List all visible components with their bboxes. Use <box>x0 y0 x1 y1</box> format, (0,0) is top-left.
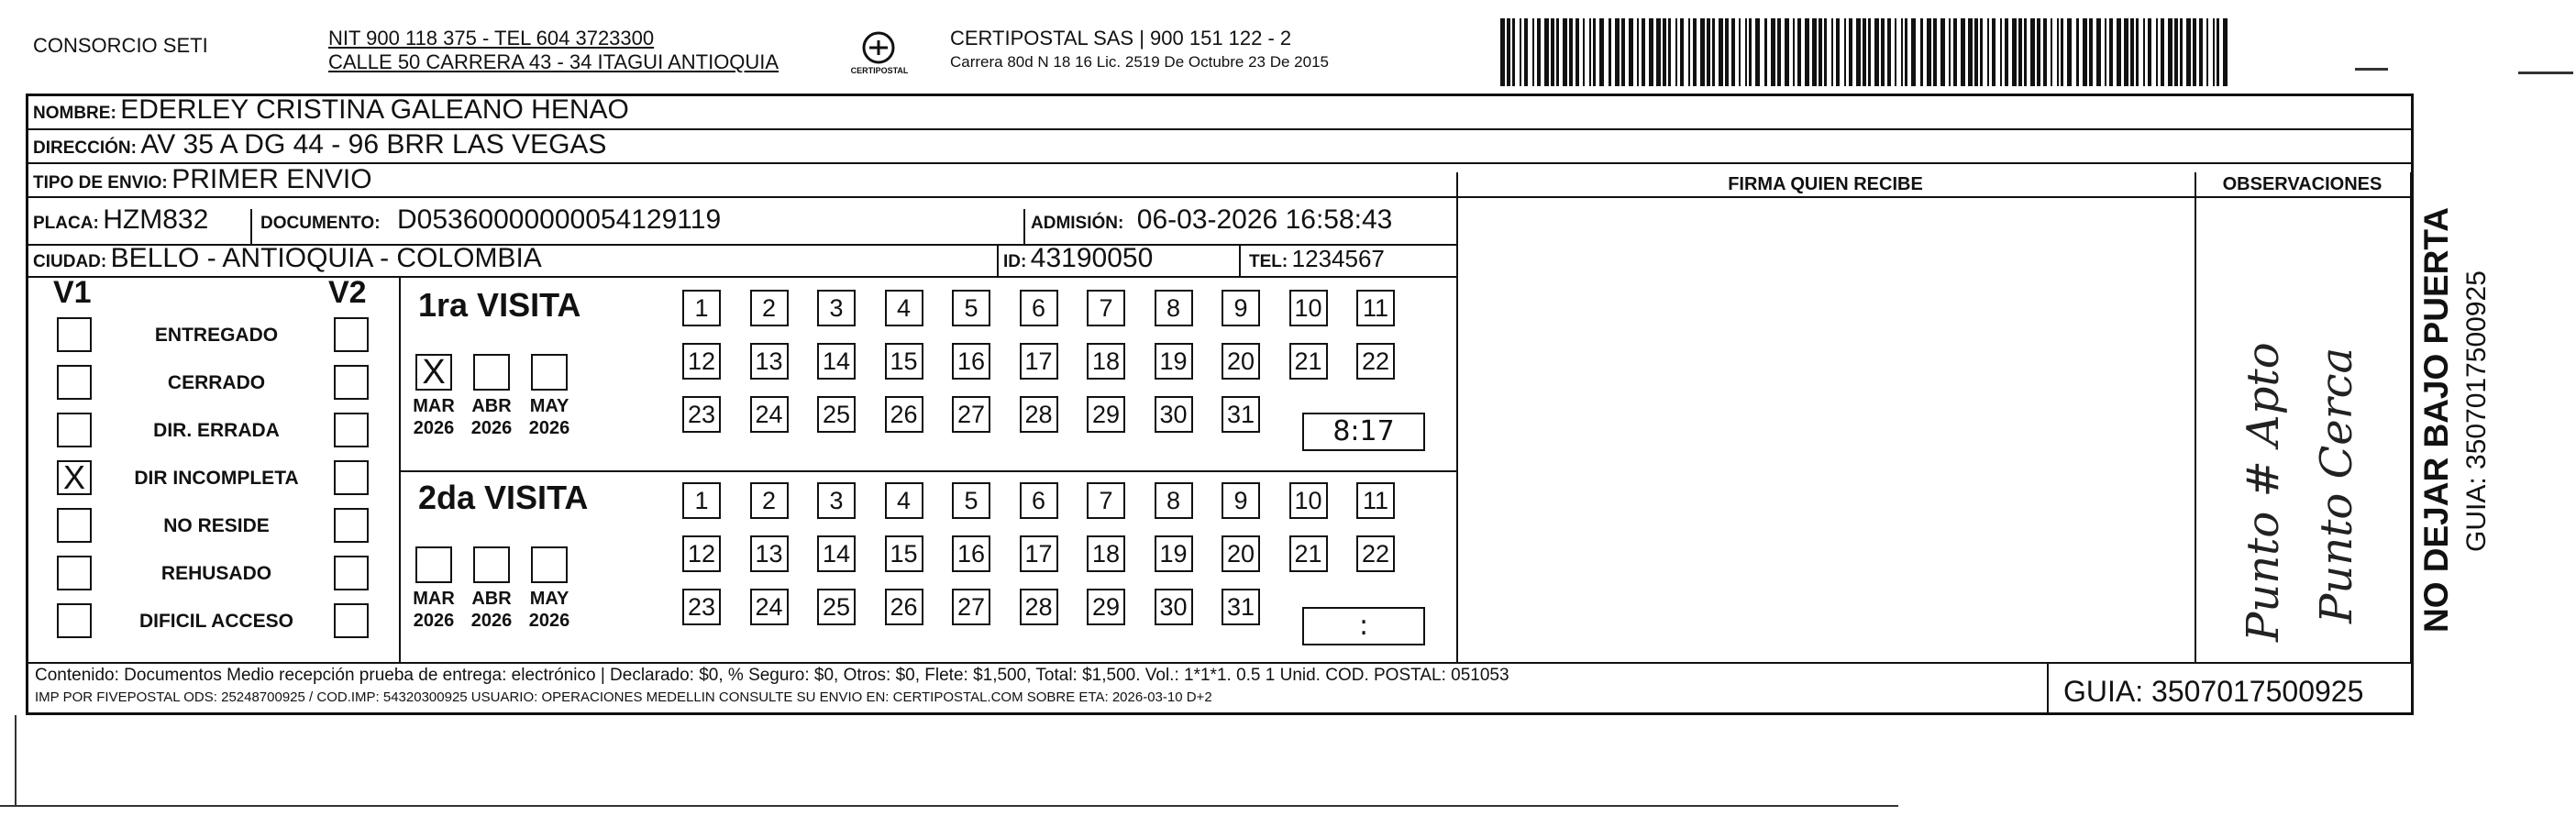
status-label: DIFICIL ACCESO <box>138 611 293 632</box>
type-field <box>33 165 372 199</box>
barcode-bar <box>1987 18 1989 86</box>
day-box[interactable]: 9 <box>1222 482 1260 519</box>
city-label: CIUDAD: <box>33 252 107 271</box>
barcode-bar <box>2168 18 2172 86</box>
month-checkbox[interactable]: X <box>415 354 452 391</box>
barcode-bar <box>2105 18 2106 86</box>
barcode-bar <box>1856 18 1861 86</box>
barcode-bar <box>2067 18 2072 86</box>
day-box[interactable]: 15 <box>885 343 923 380</box>
day-box[interactable]: 23 <box>682 396 721 433</box>
barcode-bar <box>1507 18 1510 86</box>
barcode-bar <box>2206 18 2208 86</box>
barcode-bar <box>1583 18 1585 86</box>
barcode-bar <box>1974 18 1978 86</box>
v1-checkbox[interactable] <box>57 556 92 590</box>
barcode-bar <box>1649 18 1653 86</box>
barcode-bar <box>1500 18 1505 86</box>
barcode-bar <box>2109 18 2113 86</box>
barcode-bar <box>1755 18 1760 86</box>
id-field <box>1003 244 1153 278</box>
year-label: 2026 <box>413 418 455 438</box>
barcode-bar <box>2037 18 2040 86</box>
day-box[interactable]: 2 <box>750 290 789 326</box>
v2-label: V2 <box>328 275 367 310</box>
barcode-bar <box>2217 18 2219 86</box>
signature-header: FIRMA QUIEN RECIBE <box>1728 174 1923 194</box>
day-box[interactable]: 6 <box>1020 482 1058 519</box>
day-box[interactable]: 15 <box>885 535 923 572</box>
day-box[interactable]: 16 <box>952 343 990 380</box>
shipment-type: PRIMER ENVIO <box>171 164 372 194</box>
barcode <box>1500 18 2234 86</box>
day-box[interactable]: 1 <box>682 482 721 519</box>
v2-checkbox[interactable] <box>334 460 369 495</box>
barcode-bar <box>2156 18 2158 86</box>
day-box[interactable]: 4 <box>885 290 923 326</box>
day-box[interactable]: 10 <box>1289 482 1328 519</box>
day-box[interactable]: 30 <box>1155 589 1193 625</box>
barcode-bar <box>1895 18 1896 86</box>
barcode-bar <box>2005 18 2008 86</box>
barcode-bar <box>1569 18 1573 86</box>
barcode-bar <box>1668 18 1671 86</box>
phone-field <box>1249 244 1385 278</box>
month-checkbox[interactable] <box>415 546 452 583</box>
barcode-bar <box>1680 18 1684 86</box>
barcode-bar <box>2024 18 2027 86</box>
v1-checkbox[interactable] <box>57 508 92 543</box>
name-label: NOMBRE: <box>33 104 116 123</box>
v2-checkbox[interactable] <box>334 508 369 543</box>
barcode-bar <box>1719 18 1723 86</box>
side-guide-number: GUIA: 3507017500925 <box>2461 270 2492 552</box>
v1-checkbox[interactable] <box>57 603 92 638</box>
day-box[interactable]: 17 <box>1020 343 1058 380</box>
v1-checkbox[interactable]: X <box>57 460 92 495</box>
carrier-name: CERTIPOSTAL SAS | 900 151 122 - 2 <box>950 27 1292 50</box>
barcode-bar <box>2012 18 2017 86</box>
v2-checkbox[interactable] <box>334 603 369 638</box>
barcode-bar <box>1599 18 1604 86</box>
barcode-bar <box>1901 18 1903 86</box>
barcode-bar <box>1593 18 1596 86</box>
id-label: ID: <box>1003 252 1027 271</box>
observations-header: OBSERVACIONES <box>2222 174 2383 194</box>
plate-field <box>33 205 208 239</box>
barcode-bar <box>1819 18 1822 86</box>
barcode-bar <box>2124 18 2128 86</box>
day-box[interactable]: 25 <box>817 589 856 625</box>
v1-checkbox[interactable] <box>57 365 92 400</box>
day-box[interactable]: 27 <box>952 589 990 625</box>
day-box[interactable]: 8 <box>1155 482 1193 519</box>
barcode-bar <box>1551 18 1554 86</box>
v2-checkbox[interactable] <box>334 365 369 400</box>
visit2-time[interactable]: : <box>1302 607 1425 645</box>
barcode-bar <box>1712 18 1715 86</box>
barcode-bar <box>1980 18 1983 86</box>
barcode-bar <box>1887 18 1891 86</box>
barcode-bar <box>2089 18 2093 86</box>
year-label: 2026 <box>470 418 513 438</box>
barcode-bar <box>1793 18 1795 86</box>
barcode-bar <box>2051 18 2052 86</box>
day-box[interactable]: 27 <box>952 396 990 433</box>
barcode-bar <box>1905 18 1907 86</box>
barcode-bar <box>2030 18 2035 86</box>
day-box[interactable]: 31 <box>1222 396 1260 433</box>
barcode-bar <box>2223 18 2228 86</box>
barcode-bar <box>1933 18 1937 86</box>
print-info: IMP POR FIVEPOSTAL ODS: 25248700925 / COD.IMP: 54320300925 USUARIO: OPERACIONES MEDELLIN CONSULTE SU ENVIO EN: CERTIPOSTAL.COM SOBRE ETA: 2026-03-10 D+2 <box>35 689 1212 705</box>
barcode-bar <box>1739 18 1741 86</box>
barcode-bar <box>1831 18 1833 86</box>
barcode-bar <box>1707 18 1710 86</box>
barcode-bar <box>2143 18 2145 86</box>
barcode-bar <box>1537 18 1541 86</box>
recipient-name: EDERLEY CRISTINA GALEANO HENAO <box>120 94 629 125</box>
type-label: TIPO DE ENVIO: <box>33 173 168 193</box>
day-box[interactable]: 11 <box>1356 290 1395 326</box>
barcode-bar <box>1911 18 1916 86</box>
barcode-bar <box>2186 18 2191 86</box>
handwritten-note-2: Punto Cerca <box>2311 347 2362 623</box>
plate-label: PLACA: <box>33 214 99 233</box>
barcode-bar <box>1524 18 1528 86</box>
day-box[interactable]: 26 <box>885 396 923 433</box>
barcode-bar <box>1824 18 1827 86</box>
day-box[interactable]: 18 <box>1087 343 1125 380</box>
admission-value: 06-03-2026 16:58:43 <box>1136 204 1393 235</box>
day-box[interactable]: 10 <box>1289 290 1328 326</box>
barcode-bar <box>1961 18 1965 86</box>
month-checkbox[interactable] <box>473 354 510 391</box>
barcode-bar <box>1749 18 1752 86</box>
barcode-bar <box>1797 18 1801 86</box>
status-label: DIR. ERRADA <box>153 420 280 441</box>
day-box[interactable]: 7 <box>1087 482 1125 519</box>
barcode-bar <box>1656 18 1661 86</box>
v1-label: V1 <box>53 275 92 310</box>
phone-value: 1234567 <box>1291 245 1385 272</box>
barcode-bar <box>1693 18 1697 86</box>
barcode-bar <box>1544 18 1549 86</box>
day-box[interactable]: 19 <box>1155 343 1193 380</box>
barcode-bar <box>1532 18 1534 86</box>
year-label: 2026 <box>470 611 513 631</box>
month-label: MAR <box>413 589 455 609</box>
content-info: Contenido: Documentos Medio recepción prueba de entrega: electrónico | Declarado: $0, % Seguro: $0, Otros: $0, Flete: $1,500, Total: $1,500. Vol.: 1*1*1. 0.5 1 Unid. COD. POSTAL: 051053 <box>35 666 1509 685</box>
day-box[interactable]: 28 <box>1020 396 1058 433</box>
month-label: MAY <box>529 396 569 416</box>
day-box[interactable]: 18 <box>1087 535 1125 572</box>
day-box[interactable]: 28 <box>1020 589 1058 625</box>
barcode-bar <box>1589 18 1591 86</box>
recipient-address: AV 35 A DG 44 - 96 BRR LAS VEGAS <box>140 129 607 160</box>
barcode-bar <box>1874 18 1879 86</box>
month-label: ABR <box>471 589 512 609</box>
barcode-bar <box>1868 18 1871 86</box>
barcode-bar <box>1675 18 1677 86</box>
city-value: BELLO - ANTIOQUIA - COLOMBIA <box>110 243 542 273</box>
barcode-bar <box>1849 18 1852 86</box>
barcode-bar <box>1642 18 1645 86</box>
barcode-bar <box>1968 18 1973 86</box>
admission-field <box>1031 205 1392 239</box>
barcode-bar <box>1556 18 1559 86</box>
barcode-bar <box>2000 18 2002 86</box>
day-box[interactable]: 11 <box>1356 482 1395 519</box>
barcode-bar <box>2096 18 2101 86</box>
day-box[interactable]: 3 <box>817 482 856 519</box>
barcode-bar <box>2043 18 2047 86</box>
year-label: 2026 <box>413 611 455 631</box>
day-box[interactable]: 3 <box>817 290 856 326</box>
logo-text: CERTIPOSTAL <box>850 66 909 75</box>
day-box[interactable]: 21 <box>1289 535 1328 572</box>
barcode-bar <box>1812 18 1817 86</box>
name-field <box>33 95 629 129</box>
barcode-bar <box>1836 18 1840 86</box>
barcode-bar <box>2161 18 2164 86</box>
visit1-title: 1ra VISITA <box>418 286 581 324</box>
v2-checkbox[interactable] <box>334 413 369 447</box>
barcode-bar <box>1777 18 1781 86</box>
day-box[interactable]: 7 <box>1087 290 1125 326</box>
barcode-bar <box>1920 18 1923 86</box>
day-box[interactable]: 16 <box>952 535 990 572</box>
month-checkbox[interactable] <box>473 546 510 583</box>
barcode-bar <box>1637 18 1639 86</box>
address-field <box>33 130 606 164</box>
day-box[interactable]: 24 <box>750 589 789 625</box>
day-box[interactable]: 6 <box>1020 290 1058 326</box>
barcode-bar <box>1805 18 1809 86</box>
barcode-bar <box>1881 18 1885 86</box>
handwritten-note-1: Punto # Apto <box>2238 342 2289 642</box>
document-label: DOCUMENTO: <box>260 214 381 233</box>
v2-checkbox[interactable] <box>334 556 369 590</box>
barcode-bar <box>1615 18 1620 86</box>
day-box[interactable]: 13 <box>750 343 789 380</box>
barcode-bar <box>1764 18 1767 86</box>
company-address: CALLE 50 CARRERA 43 - 34 ITAGUI ANTIOQUIA <box>328 50 779 73</box>
barcode-bar <box>1700 18 1705 86</box>
status-label: REHUSADO <box>160 563 272 584</box>
document-value: D05360000000054129119 <box>397 204 722 235</box>
barcode-bar <box>1563 18 1567 86</box>
document-field <box>260 205 721 239</box>
day-box[interactable]: 2 <box>750 482 789 519</box>
year-label: 2026 <box>528 611 570 631</box>
barcode-bar <box>2018 18 2022 86</box>
day-box[interactable]: 8 <box>1155 290 1193 326</box>
barcode-bar <box>2061 18 2063 86</box>
carrier-address: Carrera 80d N 18 16 Lic. 2519 De Octubre 23 De 2015 <box>950 53 1329 71</box>
day-box[interactable]: 30 <box>1155 396 1193 433</box>
day-box[interactable]: 26 <box>885 589 923 625</box>
month-label: MAR <box>413 396 455 416</box>
barcode-bar <box>1629 18 1633 86</box>
id-value: 43190050 <box>1030 243 1154 273</box>
barcode-bar <box>1725 18 1729 86</box>
v2-checkbox[interactable] <box>334 317 369 352</box>
status-label: NO RESIDE <box>163 515 270 536</box>
day-box[interactable]: 1 <box>682 290 721 326</box>
day-box[interactable]: 19 <box>1155 535 1193 572</box>
barcode-bar <box>2057 18 2059 86</box>
barcode-bar <box>2136 18 2139 86</box>
month-checkbox[interactable] <box>531 354 568 391</box>
day-box[interactable]: 23 <box>682 589 721 625</box>
barcode-bar <box>2076 18 2079 86</box>
day-box[interactable]: 17 <box>1020 535 1058 572</box>
barcode-bar <box>1953 18 1957 86</box>
city-field <box>33 244 542 278</box>
visit1-time[interactable]: 8:17 <box>1302 413 1425 451</box>
barcode-bar <box>1663 18 1666 86</box>
barcode-bar <box>1927 18 1931 86</box>
month-label: MAY <box>529 589 569 609</box>
status-label: ENTREGADO <box>154 325 279 346</box>
visit2-title: 2da VISITA <box>418 479 589 516</box>
barcode-bar <box>1745 18 1747 86</box>
year-label: 2026 <box>528 418 570 438</box>
barcode-bar <box>1863 18 1866 86</box>
day-box[interactable]: 22 <box>1356 535 1395 572</box>
day-box[interactable]: 21 <box>1289 343 1328 380</box>
day-box[interactable]: 13 <box>750 535 789 572</box>
day-box[interactable]: 12 <box>682 343 721 380</box>
barcode-bar <box>1520 18 1521 86</box>
barcode-bar <box>1844 18 1846 86</box>
status-label: CERRADO <box>167 372 266 393</box>
address-label: DIRECCIÓN: <box>33 138 137 158</box>
barcode-bar <box>1771 18 1775 86</box>
barcode-bar <box>1785 18 1789 86</box>
plate-value: HZM832 <box>103 204 209 235</box>
phone-label: TEL: <box>1249 252 1288 271</box>
barcode-bar <box>1609 18 1611 86</box>
day-box[interactable]: 24 <box>750 396 789 433</box>
certipostal-logo <box>850 28 909 88</box>
day-box[interactable]: 29 <box>1087 396 1125 433</box>
day-box[interactable]: 9 <box>1222 290 1260 326</box>
day-box[interactable]: 31 <box>1222 589 1260 625</box>
barcode-bar <box>1688 18 1690 86</box>
day-box[interactable]: 29 <box>1087 589 1125 625</box>
day-box[interactable]: 14 <box>817 535 856 572</box>
company-nit-phone: NIT 900 118 375 - TEL 604 3723300 <box>328 27 655 50</box>
barcode-bar <box>2213 18 2215 86</box>
day-box[interactable]: 4 <box>885 482 923 519</box>
barcode-bar <box>2117 18 2121 86</box>
barcode-bar <box>2180 18 2183 86</box>
day-box[interactable]: 5 <box>952 290 990 326</box>
v1-checkbox[interactable] <box>57 317 92 352</box>
footer-guide-number: GUIA: 3507017500925 <box>2063 675 2364 708</box>
barcode-bar <box>1575 18 1579 86</box>
barcode-bar <box>1940 18 1945 86</box>
barcode-bar <box>1512 18 1515 86</box>
day-box[interactable]: 25 <box>817 396 856 433</box>
barcode-bar <box>2174 18 2178 86</box>
barcode-bar <box>2148 18 2151 86</box>
day-box[interactable]: 12 <box>682 535 721 572</box>
barcode-bar <box>1992 18 1996 86</box>
day-box[interactable]: 5 <box>952 482 990 519</box>
barcode-bar <box>2083 18 2087 86</box>
no-under-door-warning: NO DEJAR BAJO PUERTA <box>2417 207 2455 633</box>
day-box[interactable]: 20 <box>1222 535 1260 572</box>
day-box[interactable]: 20 <box>1222 343 1260 380</box>
day-box[interactable]: 22 <box>1356 343 1395 380</box>
barcode-bar <box>2130 18 2134 86</box>
barcode-bar <box>2199 18 2203 86</box>
barcode-bar <box>1949 18 1951 86</box>
v1-checkbox[interactable] <box>57 413 92 447</box>
barcode-bar <box>2193 18 2196 86</box>
barcode-bar <box>1621 18 1625 86</box>
month-checkbox[interactable] <box>531 546 568 583</box>
status-label: DIR INCOMPLETA <box>134 468 299 489</box>
barcode-bar <box>1731 18 1735 86</box>
day-box[interactable]: 14 <box>817 343 856 380</box>
company-name: CONSORCIO SETI <box>33 34 208 57</box>
admission-label: ADMISIÓN: <box>1031 214 1124 233</box>
month-label: ABR <box>471 396 512 416</box>
